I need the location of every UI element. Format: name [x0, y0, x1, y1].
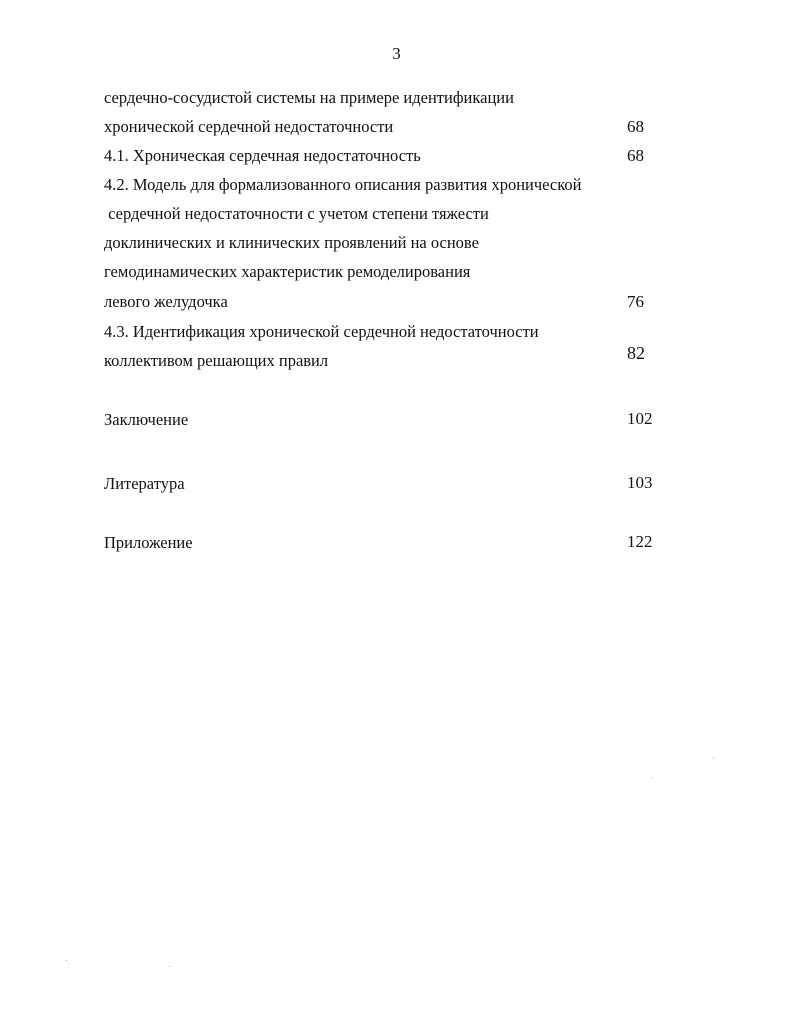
- toc-line: гемодинамических характеристик ремоделирования: [104, 262, 471, 281]
- toc-line: Литература: [104, 474, 185, 493]
- toc-page-ref: 68: [627, 146, 644, 165]
- toc-line: левого желудочка: [104, 292, 228, 311]
- toc-page-ref: 103: [627, 473, 653, 492]
- scan-speck: [713, 757, 714, 758]
- toc-line: Приложение: [104, 533, 193, 552]
- toc-line: 4.2. Модель для формализованного описания развития хронической: [104, 175, 582, 194]
- toc-page-ref: 122: [627, 532, 653, 551]
- toc-page-ref: 102: [627, 409, 653, 428]
- toc-page-ref: 68: [627, 117, 644, 136]
- scan-speck: [651, 778, 652, 779]
- scan-speck: [66, 960, 67, 961]
- toc-line: коллективом решающих правил: [104, 351, 329, 370]
- toc-line: сердечно-сосудистой системы на примере идентификации: [104, 88, 514, 107]
- toc-line: сердечной недостаточности с учетом степени тяжести: [104, 204, 489, 223]
- toc-page-ref: 82: [627, 343, 645, 363]
- toc-line: 4.3. Идентификация хронической сердечной недостаточности: [104, 322, 539, 341]
- toc-line: хронической сердечной недостаточности: [104, 117, 394, 136]
- page-number: 3: [392, 44, 401, 63]
- toc-line: 4.1. Хроническая сердечная недостаточность: [104, 146, 421, 165]
- toc-page-ref: 76: [627, 292, 644, 311]
- scan-speck: [169, 966, 170, 967]
- toc-line: Заключение: [104, 410, 189, 429]
- toc-line: доклинических и клинических проявлений на основе: [104, 233, 479, 252]
